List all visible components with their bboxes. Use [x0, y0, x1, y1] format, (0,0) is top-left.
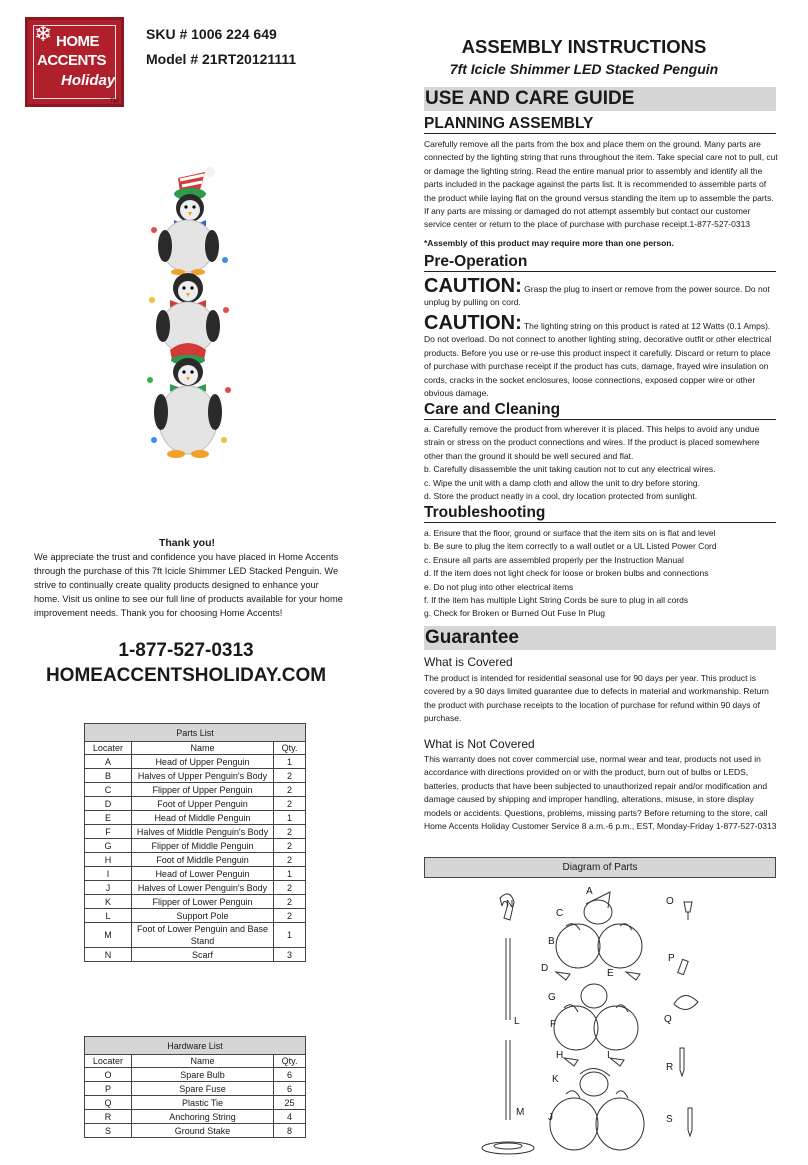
thanks-body: We appreciate the trust and confidence you have placed in Home Accents through the purchase of this 7ft Icicle Shimmer LED Stacked Penguin. We strive to continually create quality products designed to enhance your home. Visit us online to see our full line of products available for your home improvement needs. Thank you for choosing Home Accents!: [34, 552, 343, 618]
list-item: a. Carefully remove the product from wherever it is placed. This helps to avoid any undue strain or stress on the product connections and wires. If the product is placed somewhere other than the ground it should be well secured and flat.: [424, 424, 760, 461]
table-cell: Halves of Middle Penguin's Body: [131, 825, 273, 839]
table-row: [85, 825, 306, 839]
table-row: [85, 1096, 306, 1110]
table-cell: Flipper of Lower Penguin: [131, 895, 273, 909]
diagram-label: S: [666, 1114, 673, 1125]
table-row: [85, 755, 306, 769]
table-row: [85, 948, 306, 962]
table-cell: 2: [274, 769, 306, 783]
table-cell: 1: [274, 811, 306, 825]
table-cell: 3: [274, 948, 306, 962]
column-header: Locater: [85, 1055, 132, 1068]
column-header: Qty.: [274, 742, 306, 755]
parts-diagram-drawing: [470, 880, 720, 1162]
table-cell: 25: [274, 1096, 306, 1110]
diagram-label: D: [541, 963, 549, 974]
table-cell: Halves of Upper Penguin's Body: [131, 769, 273, 783]
table-cell: Anchoring String: [131, 1110, 273, 1124]
diagram-label: M: [516, 1107, 525, 1118]
list-item: a. Ensure that the floor, ground or surface that the item sits on is flat and level: [424, 528, 716, 538]
column-header: Locater: [85, 742, 132, 755]
table-cell: Spare Bulb: [131, 1068, 273, 1082]
table-cell: Head of Middle Penguin: [131, 811, 273, 825]
table-cell: M: [85, 923, 132, 948]
caution-block-2: [424, 313, 778, 400]
table-row: [85, 783, 306, 797]
table-cell: J: [85, 881, 132, 895]
table-cell: Head of Lower Penguin: [131, 867, 273, 881]
table-row: [85, 1110, 306, 1124]
table-cell: Foot of Middle Penguin: [131, 853, 273, 867]
table-row: [85, 895, 306, 909]
table-cell: Plastic Tie: [131, 1096, 273, 1110]
table-cell: 2: [274, 797, 306, 811]
list-item: f. If the item has multiple Light String Cords be sure to plug in all cords: [424, 595, 689, 606]
table-row: [85, 1124, 306, 1138]
assembly-note: *Assembly of this product may require more than one person.: [424, 238, 674, 248]
covered-body: The product is intended for residential seasonal use for 90 days per year. This product is covered by a 90 days limited guarantee due to defects in material and workmanship. Return the product with purchase receipts to the location of purchase for refund within 90 days of purchase.: [424, 673, 769, 724]
parts-list-caption: Parts List: [85, 724, 306, 742]
table-cell: R: [85, 1110, 132, 1124]
not-covered-title: What is Not Covered: [424, 737, 535, 751]
pre-operation-heading: Pre-Operation: [424, 252, 776, 272]
diagram-label: P: [668, 953, 675, 964]
table-cell: Head of Upper Penguin: [131, 755, 273, 769]
table-cell: Spare Fuse: [131, 1082, 273, 1096]
brand-logo: [25, 17, 124, 107]
not-covered-body: This warranty does not cover commercial use, normal wear and tear, products not used in accordance with directions provided on or with the product, burn out of bulbs or LEDS, batteries, products that have been subjected to unauthorized repair and/or modification and damage caused by shipping and improper handling, alterations, misuse, in store display models or accidents. Questions, problems, missing parts? Before returning to the store, call Home Accents Holiday Customer Service 8 a.m.-6 p.m., EST, Monday-Friday 1-877-527-0313: [424, 754, 777, 832]
stacked-penguin-illustration: [130, 150, 240, 470]
diagram-label: F: [550, 1019, 557, 1030]
table-row: [85, 1082, 306, 1096]
table-cell: I: [85, 867, 132, 881]
table-cell: Flipper of Upper Penguin: [131, 783, 273, 797]
care-list: [424, 423, 778, 503]
table-cell: E: [85, 811, 132, 825]
table-cell: Ground Stake: [131, 1124, 273, 1138]
product-image: [130, 150, 240, 470]
parts-list-table: [84, 723, 306, 962]
list-item: c. Ensure all parts are assembled properly per the Instruction Manual: [424, 554, 684, 565]
use-care-heading: USE AND CARE GUIDE: [424, 87, 776, 111]
caution-label: CAUTION:: [424, 275, 522, 297]
diagram-label: O: [666, 896, 674, 907]
list-item: b. Carefully disassemble the unit taking caution not to cut any electrical wires.: [424, 464, 716, 475]
caution-block-1: [424, 276, 778, 310]
covered-title: What is Covered: [424, 655, 513, 669]
planning-heading: PLANNING ASSEMBLY: [424, 114, 776, 134]
table-cell: S: [85, 1124, 132, 1138]
table-cell: H: [85, 853, 132, 867]
diagram-label: K: [552, 1074, 559, 1085]
table-row: [85, 811, 306, 825]
table-row: [85, 797, 306, 811]
column-header: Name: [131, 742, 273, 755]
table-cell: 1: [274, 755, 306, 769]
table-row: [85, 1068, 306, 1082]
table-cell: 2: [274, 881, 306, 895]
diagram-heading: Diagram of Parts: [424, 857, 776, 878]
parts-diagram: [470, 880, 720, 1162]
caution-label: CAUTION:: [424, 312, 522, 334]
model-number: Model # 21RT20121111: [146, 51, 297, 67]
logo-line-3: Holiday: [61, 72, 116, 89]
diagram-label: C: [556, 908, 564, 919]
thanks-title: Thank you!: [158, 537, 215, 549]
table-cell: 6: [274, 1068, 306, 1082]
diagram-label: B: [548, 936, 555, 947]
table-row: [85, 867, 306, 881]
hardware-list-table: [84, 1036, 306, 1138]
table-cell: K: [85, 895, 132, 909]
diagram-label: R: [666, 1062, 674, 1073]
table-cell: F: [85, 825, 132, 839]
assembly-title: ASSEMBLY INSTRUCTIONS: [461, 36, 707, 57]
column-header: Qty.: [274, 1055, 306, 1068]
table-cell: A: [85, 755, 132, 769]
troubleshooting-heading: Troubleshooting: [424, 503, 776, 523]
table-cell: P: [85, 1082, 132, 1096]
sku-number: SKU # 1006 224 649: [146, 26, 277, 42]
list-item: e. Do not plug into other electrical items: [424, 581, 574, 592]
care-cleaning-heading: Care and Cleaning: [424, 400, 776, 420]
hardware-list-caption: Hardware List: [85, 1037, 306, 1055]
table-cell: C: [85, 783, 132, 797]
table-cell: Foot of Upper Penguin: [131, 797, 273, 811]
table-cell: Foot of Lower Penguin and Base Stand: [131, 923, 273, 948]
diagram-label: A: [586, 886, 593, 897]
diagram-label: G: [548, 992, 556, 1003]
table-cell: 2: [274, 895, 306, 909]
table-cell: L: [85, 909, 132, 923]
table-cell: Flipper of Middle Penguin: [131, 839, 273, 853]
table-row: [85, 769, 306, 783]
table-cell: 2: [274, 825, 306, 839]
table-cell: 8: [274, 1124, 306, 1138]
diagram-label: L: [514, 1016, 520, 1027]
table-cell: N: [85, 948, 132, 962]
table-cell: 2: [274, 783, 306, 797]
planning-body: Carefully remove all the parts from the box and place them on the ground. Many parts are connected by the lighting string that runs throughout the item. Take special care not to pull, cut or damage the lighting string. Read the entire manual prior to assembly and identify all the parts included in the package against the parts list. It is recommended to assemble parts of the product while laying flat on the ground versus standing the item up to assemble the parts. If any parts are missing or damaged do not attempt assembly but contact our customer service center or return to the place of purchase with purchase receipt.1-877-527-0313: [424, 139, 778, 230]
diagram-label: I: [607, 1050, 610, 1061]
table-cell: O: [85, 1068, 132, 1082]
table-cell: Q: [85, 1096, 132, 1110]
diagram-label: N: [506, 899, 514, 910]
table-cell: 1: [274, 867, 306, 881]
diagram-label: J: [548, 1112, 553, 1123]
table-row: [85, 839, 306, 853]
caution-text: Grasp the plug to insert or remove from the power source. Do not unplug by pulling on cord.: [424, 284, 770, 308]
table-cell: 2: [274, 853, 306, 867]
diagram-label: H: [556, 1050, 564, 1061]
snowflake-icon: ❄: [34, 22, 53, 47]
assembly-subtitle: 7ft Icicle Shimmer LED Stacked Penguin: [449, 61, 719, 77]
table-row: [85, 923, 306, 948]
table-cell: G: [85, 839, 132, 853]
table-row: [85, 909, 306, 923]
list-item: b. Be sure to plug the item correctly to a wall outlet or a UL Listed Power Cord: [424, 541, 717, 552]
list-item: g. Check for Broken or Burned Out Fuse In Plug: [424, 608, 605, 619]
table-cell: 6: [274, 1082, 306, 1096]
table-cell: D: [85, 797, 132, 811]
table-cell: 2: [274, 839, 306, 853]
diagram-label: E: [607, 968, 614, 979]
diagram-label: Q: [664, 1014, 672, 1025]
table-cell: 1: [274, 923, 306, 948]
caution-text: The lighting string on this product is rated at 12 Watts (0.1 Amps). Do not overload. Do not connect to another lighting string, decorative outfit or other electrical products. Before you use or re-use this product inspect it carefully. Discard or return to place of purchase with purchase receipt if the product has cuts, damage, frayed wire insulation on cords, cracks in the socket enclosures, loose connections, exposed copper wire or other obvious damage.: [424, 321, 772, 399]
list-item: d. If the item does not light check for loose or broken bulbs and connections: [424, 568, 709, 579]
phone-number: 1-877-527-0313: [118, 640, 254, 661]
table-row: [85, 881, 306, 895]
table-cell: Support Pole: [131, 909, 273, 923]
logo-line-1: HOME: [56, 33, 99, 50]
table-cell: 2: [274, 909, 306, 923]
list-item: c. Wipe the unit with a damp cloth and allow the unit to dry before storing.: [424, 477, 700, 488]
column-header: Name: [131, 1055, 273, 1068]
table-cell: Halves of Lower Penguin's Body: [131, 881, 273, 895]
list-item: d. Store the product neatly in a cool, dry location protected from sunlight.: [424, 491, 698, 502]
table-cell: 4: [274, 1110, 306, 1124]
troubleshooting-list: [424, 527, 778, 621]
logo-line-2: ACCENTS: [37, 52, 107, 69]
table-cell: Scarf: [131, 948, 273, 962]
website-url: HOMEACCENTSHOLIDAY.COM: [45, 665, 327, 686]
table-row: [85, 853, 306, 867]
table-cell: B: [85, 769, 132, 783]
trademark-mark: TM: [110, 99, 119, 105]
guarantee-heading: Guarantee: [424, 626, 776, 650]
